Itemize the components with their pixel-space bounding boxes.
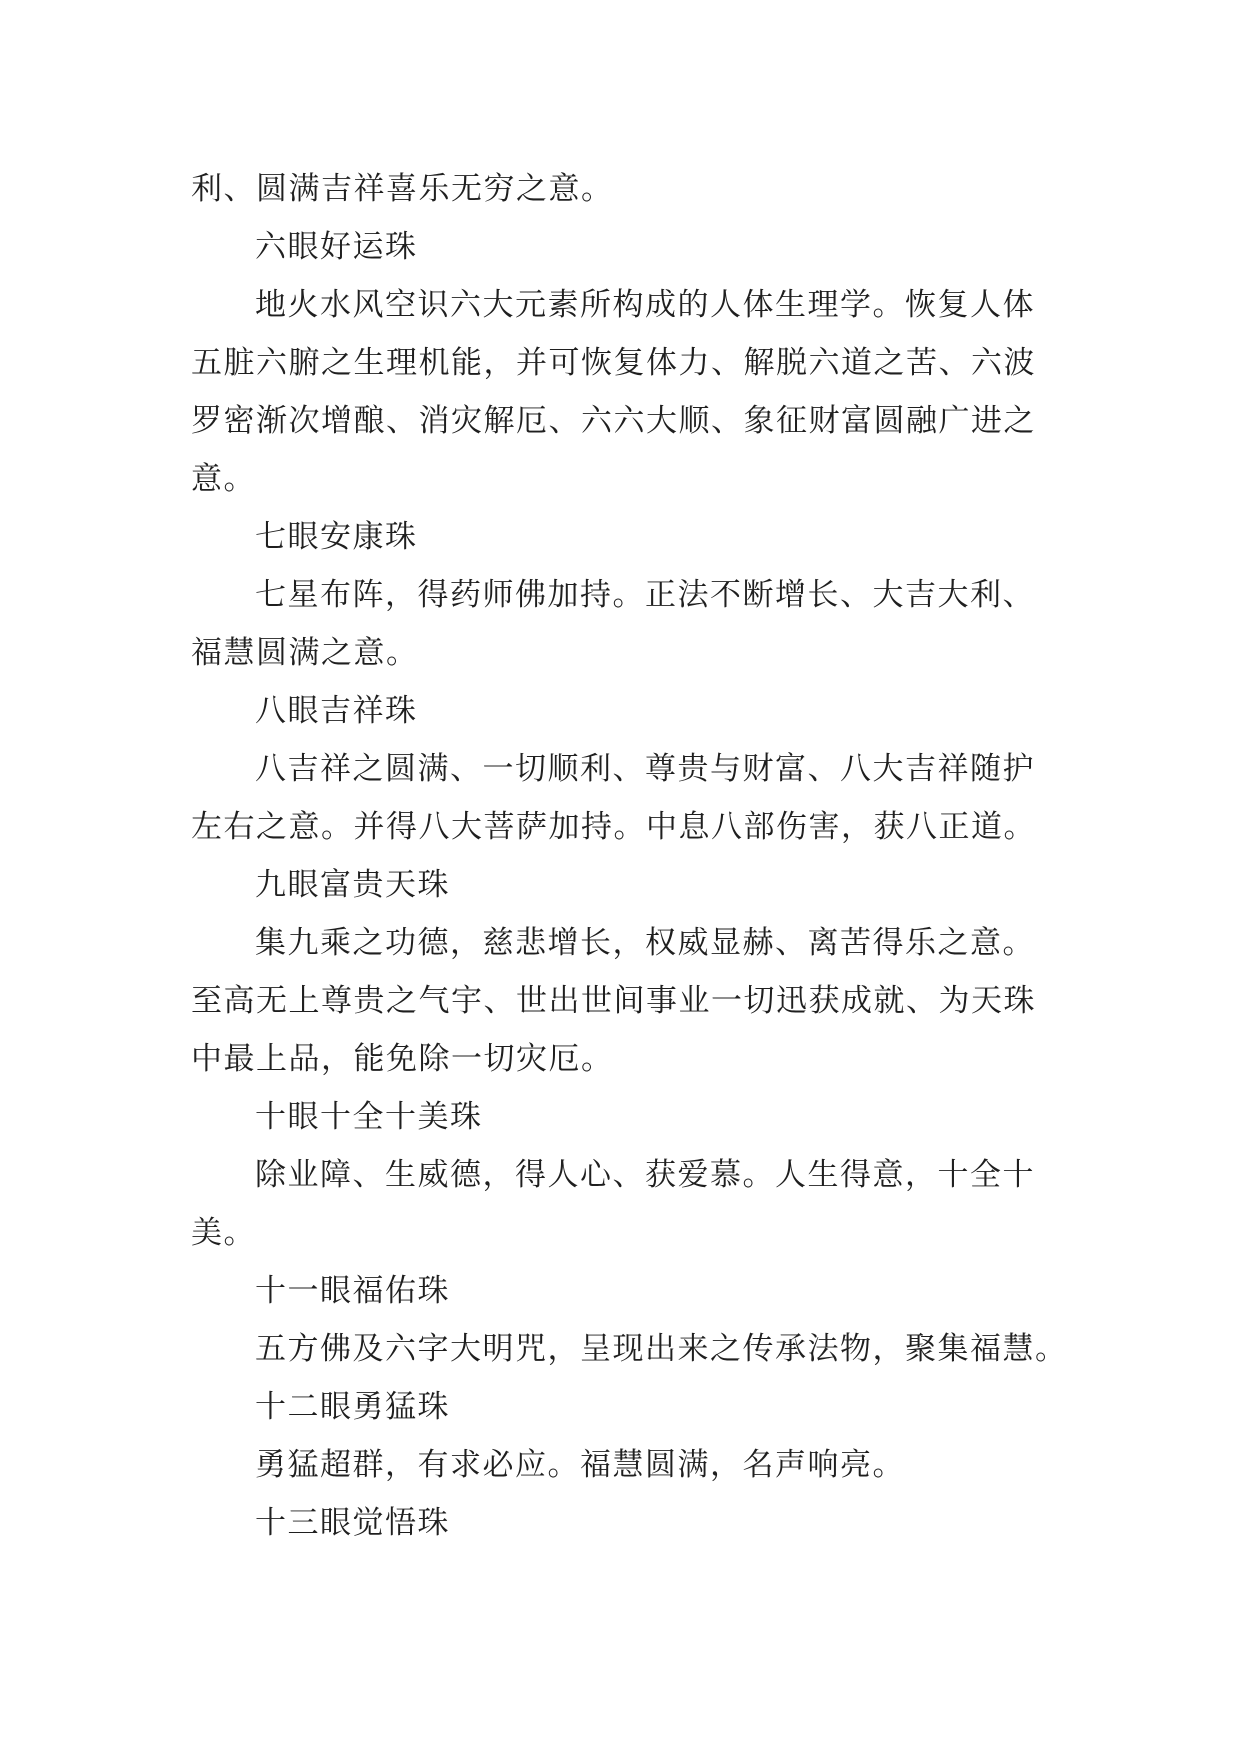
- paragraph-line: 五脏六腑之生理机能，并可恢复体力、解脱六道之苦、六波: [191, 345, 1036, 381]
- paragraph-line: 八吉祥之圆满、一切顺利、尊贵与财富、八大吉祥随护: [255, 751, 1035, 787]
- paragraph-continuation: 利、圆满吉祥喜乐无穷之意。: [191, 171, 614, 207]
- section-heading-thirteen-eye: 十三眼觉悟珠: [255, 1505, 450, 1541]
- paragraph-line: 左右之意。并得八大菩萨加持。中息八部伤害，获八正道。: [191, 809, 1036, 845]
- paragraph-line: 集九乘之功德，慈悲增长，权威显赫、离苦得乐之意。: [255, 925, 1035, 961]
- paragraph-line: 地火水风空识六大元素所构成的人体生理学。恢复人体: [255, 287, 1035, 323]
- paragraph-line: 除业障、生威德，得人心、获爱慕。人生得意，十全十: [255, 1157, 1035, 1193]
- paragraph-line: 美。: [191, 1215, 256, 1251]
- paragraph-line: 至高无上尊贵之气宇、世出世间事业一切迅获成就、为天珠: [191, 983, 1036, 1019]
- paragraph-line: 七星布阵，得药师佛加持。正法不断增长、大吉大利、: [255, 577, 1035, 613]
- section-heading-seven-eye: 七眼安康珠: [255, 519, 418, 555]
- paragraph-line: 意。: [191, 461, 256, 497]
- section-heading-six-eye: 六眼好运珠: [255, 229, 418, 265]
- section-heading-nine-eye: 九眼富贵天珠: [255, 867, 450, 903]
- section-heading-eleven-eye: 十一眼福佑珠: [255, 1273, 450, 1309]
- paragraph-line: 中最上品，能免除一切灾厄。: [191, 1041, 614, 1077]
- section-heading-ten-eye: 十眼十全十美珠: [255, 1099, 483, 1135]
- document-body: [191, 160, 1071, 1552]
- paragraph-line: 罗密渐次增酿、消灾解厄、六六大顺、象征财富圆融广进之: [191, 403, 1036, 439]
- section-heading-eight-eye: 八眼吉祥珠: [255, 693, 418, 729]
- section-heading-twelve-eye: 十二眼勇猛珠: [255, 1389, 450, 1425]
- paragraph-line: 福慧圆满之意。: [191, 635, 419, 671]
- paragraph-line: 五方佛及六字大明咒，呈现出来之传承法物，聚集福慧。: [255, 1331, 1068, 1367]
- paragraph-line: 勇猛超群，有求必应。福慧圆满，名声响亮。: [255, 1447, 905, 1483]
